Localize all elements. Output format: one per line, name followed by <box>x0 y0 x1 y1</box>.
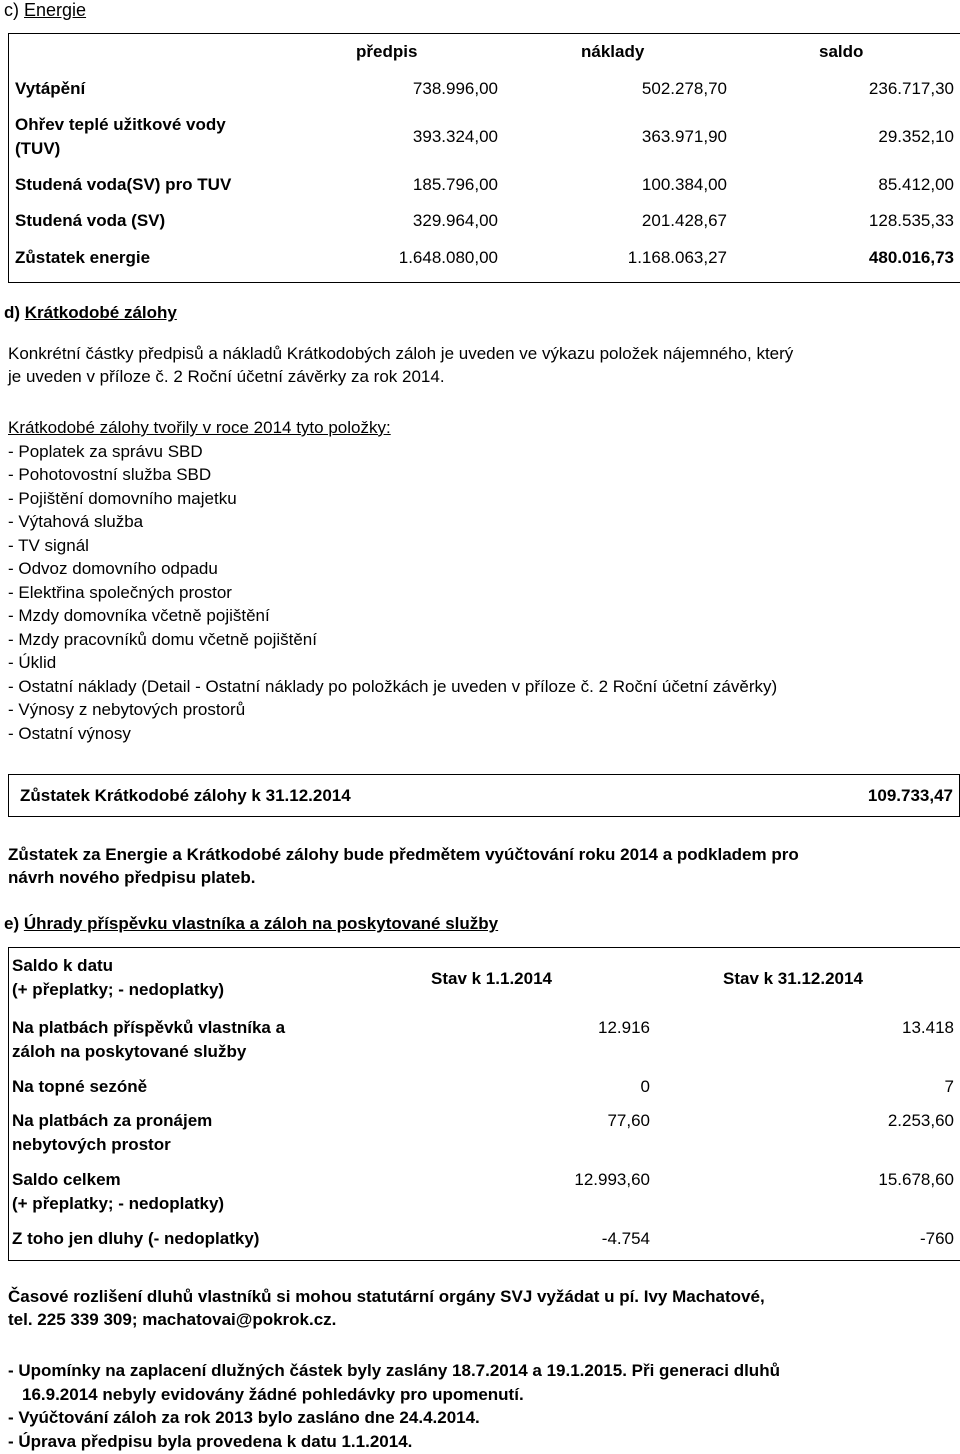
paragraph-line: je uveden v příloze č. 2 Roční účetní závěrky za rok 2014. <box>8 367 445 386</box>
pay-row-v2: 7 <box>944 1077 954 1096</box>
pay-row-label-cont: nebytových prostor <box>12 1135 171 1154</box>
pay-row-label-cont: záloh na poskytované služby <box>12 1042 247 1061</box>
pay-row-v1: 12.993,60 <box>574 1170 650 1189</box>
summary-line: Zůstatek za Energie a Krátkodobé zálohy bude předmětem vyúčtování roku 2014 a podkladem pro <box>8 845 799 864</box>
pay-row-v2: -760 <box>919 1229 954 1248</box>
energy-summary-note <box>8 843 958 889</box>
energy-row-label: Studená voda (SV) <box>15 211 166 230</box>
pay-row-label: Z toho jen dluhy (- nedoplatky) <box>12 1229 260 1248</box>
energy-row-naklady: 363.971,90 <box>641 127 727 146</box>
note-line: Časové rozlišení dluhů vlastníků si mohou statutární orgány SVJ vyžádat u pí. Ivy Machatové, <box>8 1287 765 1306</box>
energy-row-predpis: 185.796,00 <box>412 175 498 194</box>
pay-header-col2: Stav k 31.12.2014 <box>723 969 863 988</box>
energy-total-saldo: 480.016,73 <box>868 248 954 267</box>
section-e-heading <box>4 914 498 934</box>
list-item: - Úklid <box>8 653 57 672</box>
list-item: - Pojištění domovního majetku <box>8 489 237 508</box>
pay-row-label: Na platbách příspěvků vlastníka a <box>12 1018 286 1037</box>
pay-row-v1: 77,60 <box>607 1111 650 1130</box>
short-term-balance-box <box>8 774 960 817</box>
energy-row-predpis: 738.996,00 <box>412 79 498 98</box>
energy-row-naklady: 201.428,67 <box>641 211 727 230</box>
payments-table <box>8 947 960 1261</box>
pay-row-label: Na platbách za pronájem <box>12 1111 213 1130</box>
list-item: - Poplatek za správu SBD <box>8 442 203 461</box>
pay-row-v1: 12.916 <box>598 1018 650 1037</box>
header-predpis: předpis <box>356 42 418 61</box>
pay-header-label-cont: (+ přeplatky; - nedoplatky) <box>12 980 225 999</box>
items-list-heading: Krátkodobé zálohy tvořily v roce 2014 tyto položky: <box>8 418 391 437</box>
debt-note <box>8 1285 958 1331</box>
energy-row-saldo: 128.535,33 <box>868 211 954 230</box>
list-item: - TV signál <box>8 536 89 555</box>
list-item: - Mzdy pracovníků domu včetně pojištění <box>8 630 317 649</box>
pay-row-label-cont: (+ přeplatky; - nedoplatky) <box>12 1194 225 1213</box>
list-item: - Pohotovostní služba SBD <box>8 465 212 484</box>
section-c-title: Energie <box>24 0 87 20</box>
energy-total-label: Zůstatek energie <box>15 248 151 267</box>
list-item: - Mzdy domovníka včetně pojištění <box>8 606 270 625</box>
pay-row-label: Na topné sezóně <box>12 1077 148 1096</box>
energy-row-naklady: 100.384,00 <box>641 175 727 194</box>
section-c-heading <box>4 0 86 21</box>
pay-row-v2: 15.678,60 <box>878 1170 954 1189</box>
energy-row-saldo: 85.412,00 <box>878 175 954 194</box>
short-term-balance-value: 109.733,47 <box>867 786 953 805</box>
list-item: - Ostatní výnosy <box>8 724 131 743</box>
section-c-letter: c) <box>4 0 19 20</box>
section-e-title: Úhrady příspěvku vlastníka a záloh na poskytované služby <box>23 914 499 933</box>
energy-row-predpis: 393.324,00 <box>412 127 498 146</box>
energy-row-label: Studená voda(SV) pro TUV <box>15 175 232 194</box>
energy-row-label: Vytápění <box>15 79 86 98</box>
list-item: - Odvoz domovního odpadu <box>8 559 218 578</box>
bullet-item: - Upomínky na zaplacení dlužných částek byly zaslány 18.7.2014 a 19.1.2015. Při generaci dluhů <box>8 1361 780 1380</box>
summary-line: návrh nového předpisu plateb. <box>8 868 256 887</box>
energy-row-naklady: 502.278,70 <box>641 79 727 98</box>
list-item: - Výtahová služba <box>8 512 144 531</box>
energy-table <box>8 33 960 283</box>
pay-row-label: Saldo celkem <box>12 1170 121 1189</box>
list-item: - Výnosy z nebytových prostorů <box>8 700 246 719</box>
energy-row-saldo: 29.352,10 <box>878 127 954 146</box>
paragraph-line: Konkrétní částky předpisů a nákladů Krátkodobých záloh je uveden ve výkazu položek nájemného, který <box>8 344 794 363</box>
header-naklady: náklady <box>581 42 645 61</box>
pay-row-v1: -4.754 <box>601 1229 650 1248</box>
energy-row-saldo: 236.717,30 <box>868 79 954 98</box>
energy-row-label: Ohřev teplé užitkové vody <box>15 115 226 134</box>
note-line: tel. 225 339 309; machatovai@pokrok.cz. <box>8 1310 337 1329</box>
section-d-title: Krátkodobé zálohy <box>24 303 177 322</box>
pay-header-col1: Stav k 1.1.2014 <box>431 969 552 988</box>
pay-row-v1: 0 <box>640 1077 650 1096</box>
pay-header-label: Saldo k datu <box>12 956 114 975</box>
short-term-balance-label: Zůstatek Krátkodobé zálohy k 31.12.2014 <box>20 786 351 805</box>
energy-row-label-cont: (TUV) <box>15 139 61 158</box>
section-e-letter: e) <box>4 914 20 933</box>
section-d-letter: d) <box>4 303 21 322</box>
bullet-item-cont: 16.9.2014 nebyly evidovány žádné pohledávky pro upomenutí. <box>22 1385 524 1404</box>
bullet-item: - Úprava předpisu byla provedena k datu 1.1.2014. <box>8 1432 413 1451</box>
energy-total-predpis: 1.648.080,00 <box>398 248 498 267</box>
list-item: - Ostatní náklady (Detail - Ostatní náklady po položkách je uveden v příloze č. 2 Roční účetní závěrky) <box>8 677 778 696</box>
section-d-paragraph <box>8 342 958 388</box>
bullet-item: - Vyúčtování záloh za rok 2013 bylo zasláno dne 24.4.2014. <box>8 1408 480 1427</box>
header-saldo: saldo <box>819 42 864 61</box>
section-d-heading <box>4 303 177 323</box>
pay-row-v2: 13.418 <box>902 1018 954 1037</box>
energy-total-naklady: 1.168.063,27 <box>627 248 727 267</box>
list-item: - Elektřina společných prostor <box>8 583 232 602</box>
energy-row-predpis: 329.964,00 <box>412 211 498 230</box>
pay-row-v2: 2.253,60 <box>887 1111 954 1130</box>
